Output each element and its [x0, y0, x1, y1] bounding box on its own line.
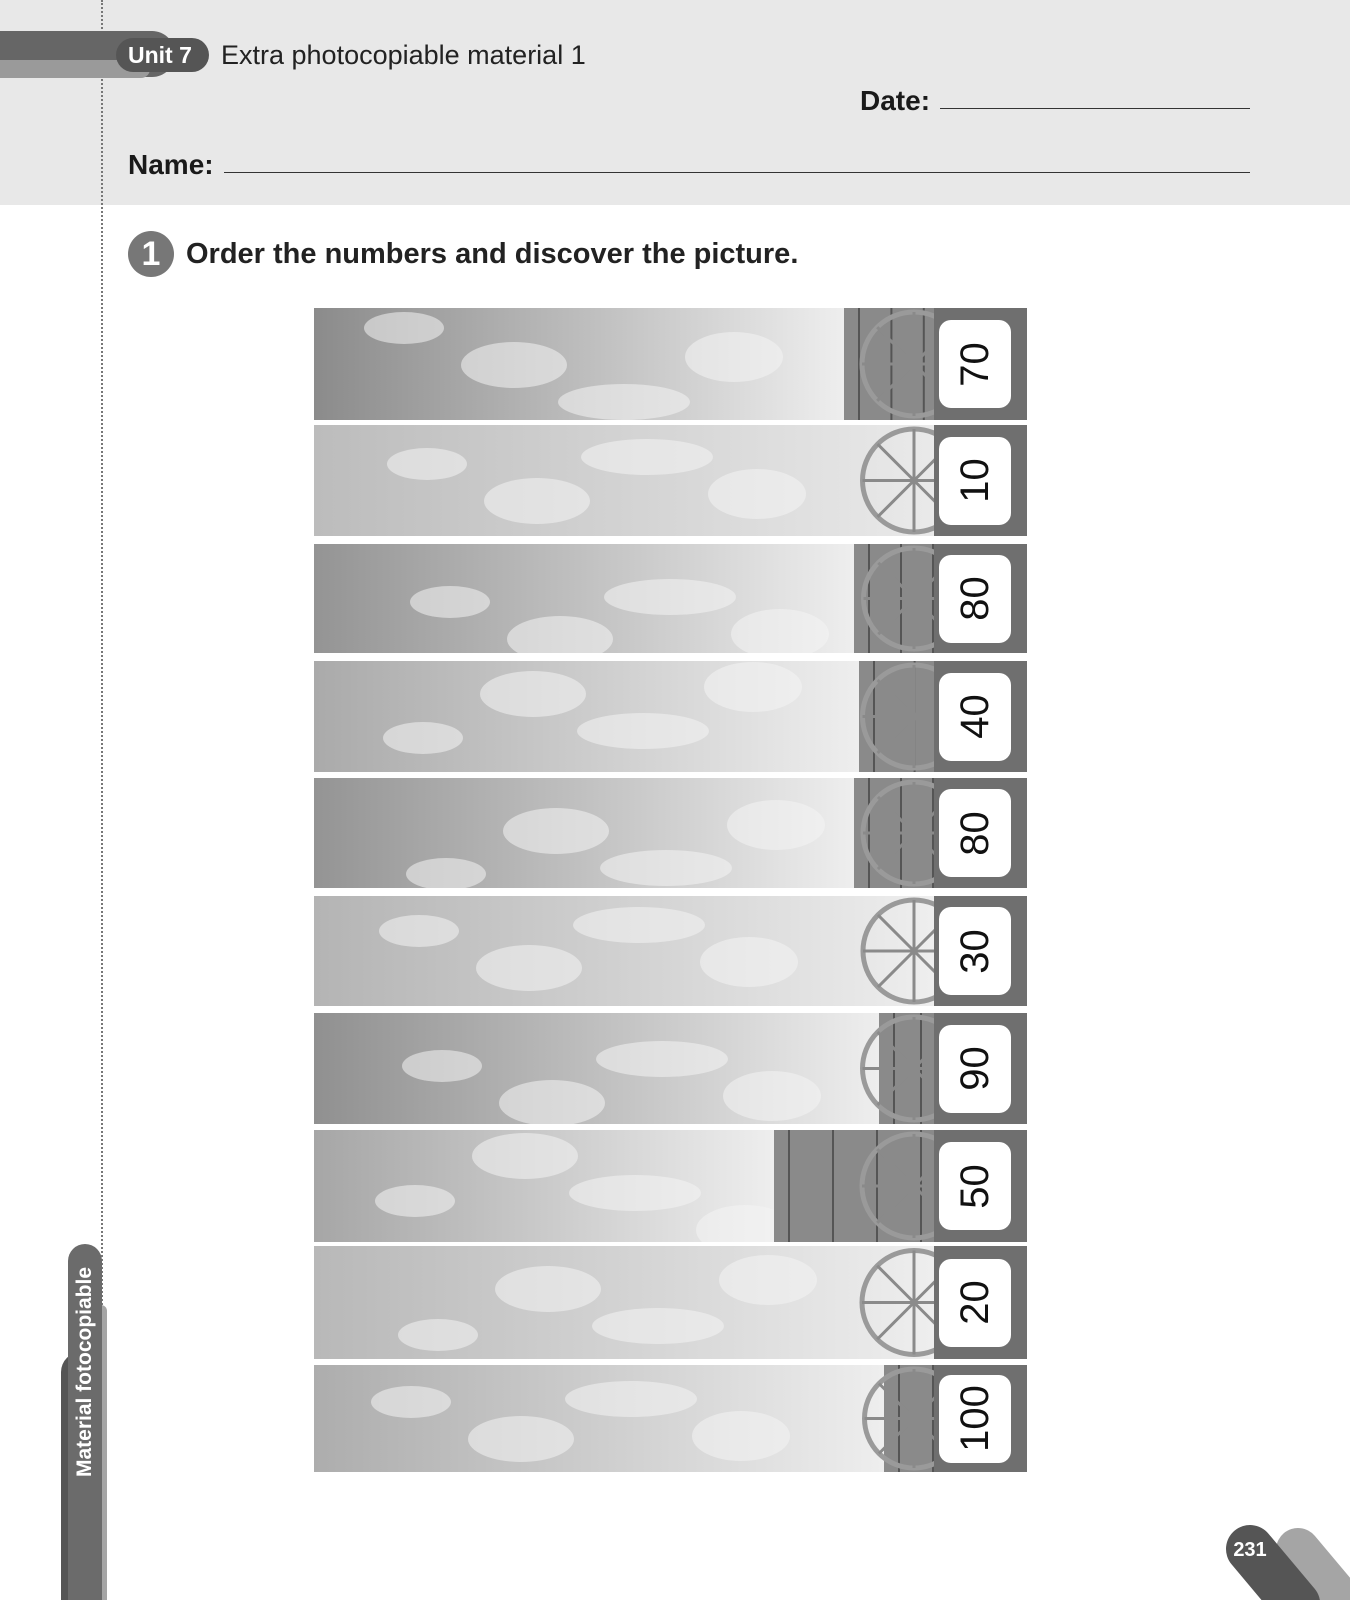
train-photo-fragment — [314, 661, 1027, 772]
unit-badge: Unit 7 — [116, 38, 209, 72]
strip-number-badge — [939, 673, 1011, 761]
picture-strip[interactable] — [314, 896, 1027, 1006]
date-label: Date: — [860, 85, 931, 116]
train-photo-fragment — [314, 308, 1027, 420]
exercise-number-badge: 1 — [128, 231, 174, 277]
strip-number-badge — [939, 789, 1011, 877]
strip-number-badge — [939, 555, 1011, 643]
date-field-line[interactable] — [940, 108, 1250, 109]
train-photo-fragment — [314, 1365, 1027, 1472]
side-tab-label: Material fotocopiable — [73, 1266, 96, 1478]
strip-number: 40 — [952, 694, 997, 739]
strip-number-badge — [939, 437, 1011, 525]
name-label: Name: — [128, 149, 214, 180]
picture-strip[interactable] — [314, 308, 1027, 420]
strip-number: 80 — [952, 810, 997, 856]
page-number: 231 — [1233, 1539, 1267, 1561]
strip-number: 80 — [952, 576, 997, 621]
worksheet-title: Extra photocopiable material 1 — [221, 40, 586, 70]
picture-strip[interactable] — [314, 778, 1027, 888]
strip-number: 70 — [952, 341, 997, 387]
picture-strip[interactable] — [314, 1130, 1027, 1242]
strip-number: 90 — [952, 1046, 997, 1091]
strip-number-badge — [939, 907, 1011, 995]
picture-strip[interactable] — [314, 1365, 1027, 1472]
strip-number-badge — [939, 1142, 1011, 1230]
strip-number-badge — [939, 1375, 1011, 1463]
strip-number: 10 — [952, 458, 997, 503]
train-photo-fragment — [314, 896, 1027, 1006]
train-photo-fragment — [314, 1246, 1027, 1359]
strip-number: 30 — [952, 928, 997, 974]
strip-number: 100 — [952, 1385, 997, 1452]
train-photo-fragment — [314, 778, 1027, 888]
strip-number: 20 — [952, 1280, 997, 1325]
train-photo-fragment — [314, 1013, 1027, 1124]
strip-number-badge — [939, 320, 1011, 408]
picture-strip[interactable] — [314, 661, 1027, 772]
picture-strip[interactable] — [314, 1013, 1027, 1124]
strip-number-badge — [939, 1259, 1011, 1347]
picture-strip[interactable] — [314, 425, 1027, 536]
name-field-line[interactable] — [224, 172, 1250, 173]
strip-number-badge — [939, 1025, 1011, 1113]
train-photo-fragment — [314, 1130, 1027, 1242]
exercise-instruction: Order the numbers and discover the picture. — [186, 238, 799, 270]
train-photo-fragment — [314, 544, 1027, 653]
picture-strip[interactable] — [314, 544, 1027, 653]
picture-strip[interactable] — [314, 1246, 1027, 1359]
strip-number: 50 — [952, 1163, 997, 1209]
train-photo-fragment — [314, 425, 1027, 536]
